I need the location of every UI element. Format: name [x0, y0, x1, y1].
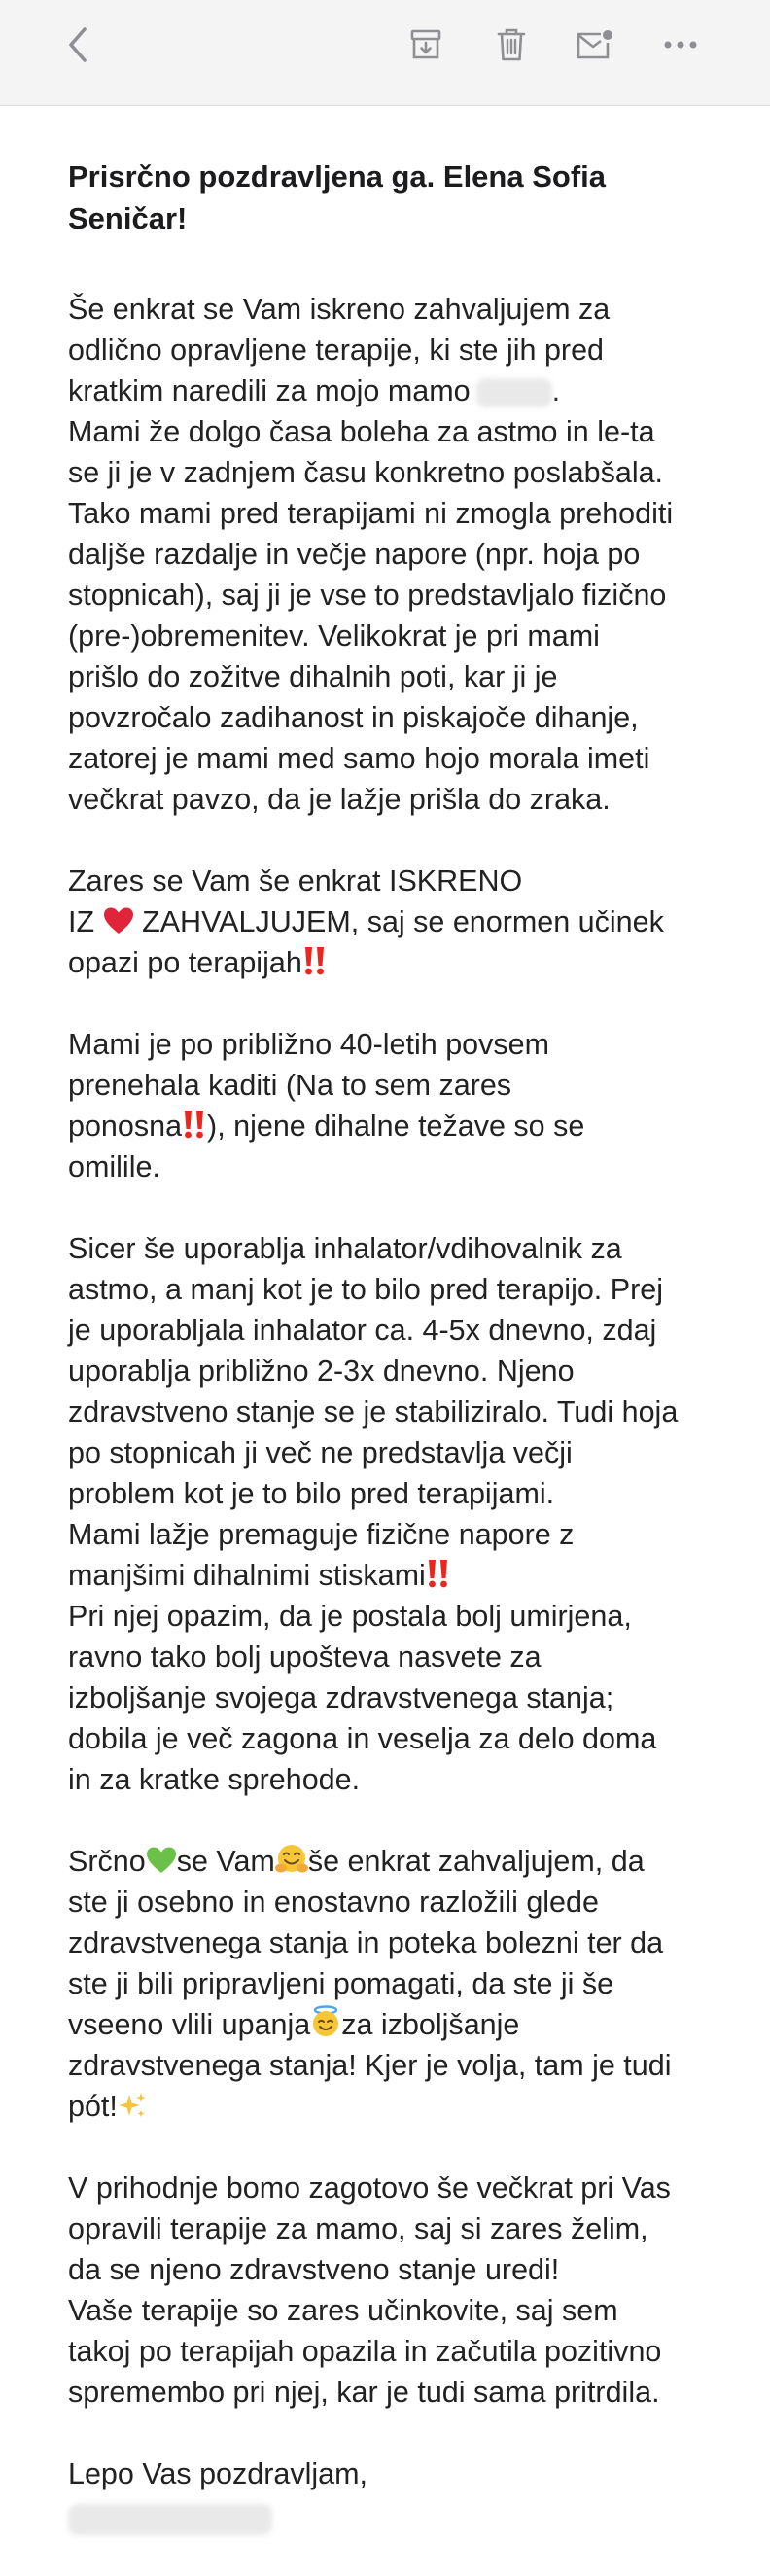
text-line: omilile.	[68, 1150, 160, 1183]
more-button[interactable]	[653, 18, 708, 72]
paragraph-4	[68, 1228, 729, 1800]
paragraph-6	[68, 2168, 729, 2413]
email-body	[68, 156, 729, 2576]
text-line: V prihodnje bomo zagotovo še večkrat pri Vas	[68, 2171, 671, 2205]
text-line: takoj po terapijah opazila in začutila pozitivno	[68, 2335, 662, 2368]
text-segment: kratkim naredili za mojo mamo	[68, 374, 471, 407]
greeting-line: Seničar!	[68, 201, 188, 235]
greeting-line: Prisrčno pozdravljena ga. Elena Sofia	[68, 159, 607, 194]
text-line: Sicer še uporablja inhalator/vdihovalnik za	[68, 1232, 622, 1265]
paragraph-1	[68, 289, 729, 820]
text-line: opravili terapije za mamo, saj si zares želim,	[68, 2212, 648, 2245]
text-line	[68, 1106, 729, 1147]
text-line: Tako mami pred terapijami ni zmogla prehoditi	[68, 497, 674, 530]
text-line: Pri njej opazim, da je postala bolj umirjena,	[68, 1600, 632, 1633]
text-line: problem kot je to bilo pred terapijami.	[68, 1477, 555, 1510]
paragraph-5	[68, 1841, 729, 2127]
hugging-face-icon	[275, 1844, 308, 1875]
text-line	[68, 1555, 729, 1596]
sparkles-icon	[118, 2091, 147, 2120]
archive-icon	[409, 28, 442, 61]
closing-line: Lepo Vas pozdravljam,	[68, 2457, 368, 2490]
text-line: stopnicah), saj ji je vse to predstavljalo fizično	[68, 579, 667, 612]
text-line: astmo, a manj kot je to bilo pred terapijo. Prej	[68, 1273, 663, 1306]
mark-unread-button[interactable]	[568, 18, 622, 72]
text-segment: .	[551, 374, 561, 407]
text-segment: se Vam	[176, 1845, 275, 1878]
archive-button[interactable]	[399, 18, 453, 72]
text-line: Zares se Vam še enkrat ISKRENO	[68, 865, 523, 898]
text-segment: ponosna	[68, 1110, 183, 1143]
text-segment: opazi po terapijah	[68, 946, 302, 979]
text-line: daljše razdalje in večje napore (npr. hoja po	[68, 538, 641, 571]
text-line: povzročalo zadihanost in piskajoče dihanje,	[68, 701, 639, 734]
text-line: Mami že dolgo časa boleha za astmo in le-ta	[68, 415, 655, 448]
text-line: zatorej je mami med samo hojo morala imeti	[68, 742, 650, 775]
text-line	[68, 2086, 729, 2127]
more-horizontal-icon	[664, 40, 697, 50]
green-heart-icon	[146, 1846, 177, 1875]
text-line: ste ji osebno in enostavno razložili glede	[68, 1886, 599, 1919]
redacted-signature	[68, 2504, 272, 2535]
text-segment: manjšimi dihalnimi stiskami	[68, 1559, 426, 1592]
paragraph-2	[68, 861, 729, 983]
text-line	[68, 942, 729, 983]
text-line	[68, 371, 729, 411]
text-segment: Srčno	[68, 1845, 146, 1878]
smiling-face-with-halo-icon	[310, 2005, 341, 2038]
text-segment: vseeno vlili upanja	[68, 2008, 311, 2041]
red-heart-icon	[103, 906, 134, 935]
text-line: se ji je v zadnjem času konkretno poslabšala.	[68, 456, 664, 489]
text-line: ste ji bili pripravljeni pomagati, da ste ji še	[68, 1967, 614, 2000]
text-line	[68, 1841, 729, 1882]
text-line: prišlo do zožitve dihalnih poti, kar ji je	[68, 660, 558, 693]
text-segment: za izboljšanje	[341, 2008, 520, 2041]
text-line: zdravstvenega stanja! Kjer je volja, tam je tudi	[68, 2049, 672, 2082]
redacted-name	[476, 378, 552, 407]
text-segment: ZAHVALJUJEM, saj se enormen učinek	[142, 905, 664, 938]
double-exclamation-icon	[182, 1109, 207, 1140]
text-line: zdravstvenega stanja in poteka bolezni ter da	[68, 1926, 664, 1959]
paragraph-3	[68, 1024, 729, 1187]
text-line: Mami je po približno 40-letih povsem	[68, 1028, 549, 1061]
text-line: po stopnicah ji več ne predstavlja večji	[68, 1436, 573, 1469]
text-line: dobila je več zagona in veselja za delo doma	[68, 1722, 657, 1755]
double-exclamation-icon	[426, 1558, 451, 1589]
text-segment: IZ	[68, 905, 95, 938]
text-line: uporablja približno 2-3x dnevno. Njeno	[68, 1355, 575, 1388]
trash-icon	[496, 27, 527, 62]
mail-unread-icon	[576, 28, 614, 61]
chevron-left-icon	[63, 25, 92, 64]
text-segment: ), njene dihalne težave so se	[207, 1110, 585, 1143]
text-line: in za kratke sprehode.	[68, 1763, 361, 1796]
delete-button[interactable]	[484, 18, 539, 72]
text-line: izboljšanje svojega zdravstvenega stanja;	[68, 1681, 614, 1714]
double-exclamation-icon	[302, 945, 328, 976]
text-line: večkrat pavzo, da je lažje prišla do zraka.	[68, 783, 611, 816]
text-line: ravno tako bolj upošteva nasvete za	[68, 1641, 542, 1674]
email-toolbar	[0, 0, 770, 106]
back-button[interactable]	[51, 18, 105, 72]
text-line	[68, 2004, 729, 2045]
text-line: Še enkrat se Vam iskreno zahvaljujem za	[68, 293, 611, 326]
text-line	[68, 901, 729, 942]
text-segment: pót!	[68, 2090, 118, 2123]
text-line: spremembo pri njej, kar je tudi sama pritrdila.	[68, 2376, 660, 2409]
text-line: da se njeno zdravstveno stanje uredi!	[68, 2253, 560, 2286]
email-closing	[68, 2453, 729, 2535]
text-line: je uporabljala inhalator ca. 4-5x dnevno, zdaj	[68, 1314, 657, 1347]
text-line: zdravstveno stanje se je stabiliziralo. Tudi hoja	[68, 1395, 679, 1429]
text-line: Vaše terapije so zares učinkovite, saj sem	[68, 2294, 618, 2327]
text-line: Mami lažje premaguje fizične napore z	[68, 1518, 575, 1551]
text-segment: še enkrat zahvaljujem, da	[307, 1845, 645, 1878]
email-greeting	[68, 156, 729, 239]
text-line: (pre-)obremenitev. Velikokrat je pri mami	[68, 619, 600, 653]
text-line: prenehala kaditi (Na to sem zares	[68, 1069, 512, 1102]
text-line: odlično opravljene terapije, ki ste jih pred	[68, 334, 605, 367]
